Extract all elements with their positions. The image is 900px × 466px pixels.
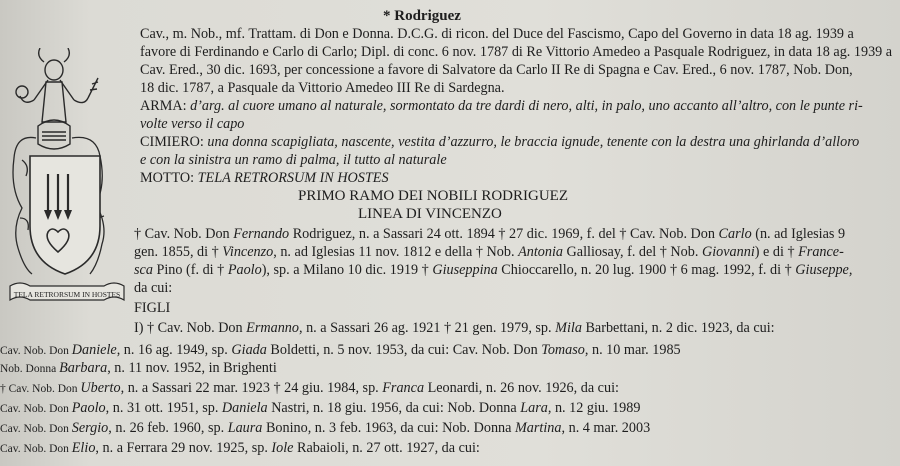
text-line-1: Cav., m. Nob., mf. Trattam. di Don e Donna. D.C.G. di ricon. del Duce del Fascismo, Capo del Governo in data 18 ag. 1939 a (140, 26, 854, 42)
arma-line: ARMA: d’arg. al cuore umano al naturale, sormontato da tre dardi di nero, alti, in palo, uno accanto all’altro, con le punte ri- (140, 98, 863, 114)
text-line-vincenzo: gen. 1855, di † Vincenzo, n. ad Iglesias 11 nov. 1812 e della † Nob. Antonia Galliosay, f. del † Nob. Giovanni) e di † France- (134, 244, 844, 260)
text-line-da-cui: da cui: (134, 280, 173, 296)
crest-motto: TELA RETRORSUM IN HOSTES (13, 290, 121, 299)
text-line-4: 18 dic. 1787, a Pasquale da Vittorio Amedeo III Re di Sardegna. (140, 80, 505, 96)
coat-of-arms-crest (8, 48, 126, 314)
text-line-daniele: Cav. Nob. Don Daniele, n. 16 ag. 1949, sp. Giada Boldetti, n. 5 nov. 1953, da cui: Cav. Nob. Don Tomaso, n. 10 mar. 1985 (0, 342, 681, 358)
cimiero-line-cont: e con la sinistra un ramo di palma, il tutto al naturale (140, 152, 447, 168)
cimiero-line: CIMIERO: una donna scapigliata, nascente, vestita d’azzurro, le braccia ignude, tenente con la destra una ghirlanda d’alloro (140, 134, 860, 150)
entry-heading: * Rodriguez (383, 8, 461, 24)
text-line-paolo: Cav. Nob. Don Paolo, n. 31 ott. 1951, sp. Daniela Nastri, n. 18 giu. 1956, da cui: Nob. Donna Lara, n. 12 giu. 1989 (0, 400, 641, 416)
line-heading: LINEA DI VINCENZO (358, 206, 502, 222)
text-line-uberto: † Cav. Nob. Don Uberto, n. a Sassari 22 mar. 1923 † 24 giu. 1984, sp. Franca Leonardi, n. 26 nov. 1926, da cui: (0, 380, 619, 396)
branch-heading: PRIMO RAMO DEI NOBILI RODRIGUEZ (298, 188, 568, 204)
figli-heading: FIGLI (134, 300, 171, 316)
text-line-fernando: † Cav. Nob. Don Fernando Rodriguez, n. a Sassari 24 ott. 1894 † 27 dic. 1969, f. del † Cav. Nob. Don Carlo (n. ad Iglesias 9 (134, 226, 846, 242)
motto-line: MOTTO: TELA RETRORSUM IN HOSTES (140, 170, 389, 186)
text-line-3: Cav. Ered., 30 dic. 1693, per concessione a favore di Salvatore da Carlo II Re di Spagna e Cav. Ered., 6 nov. 1787, Nob. Don, (140, 62, 853, 78)
text-line-2: favore di Ferdinando e Carlo di Carlo; Dipl. di conc. 6 nov. 1787 di Re Vittorio Amedeo a Pasquale Rodriguez, in data 18 ag. 1939 a (140, 44, 893, 60)
text-line-sergio: Cav. Nob. Don Sergio, n. 26 feb. 1960, sp. Laura Bonino, n. 3 feb. 1963, da cui: Nob. Donna Martina, n. 4 mar. 2003 (0, 420, 651, 436)
text-line-francesca: sca Pino (f. di † Paolo), sp. a Milano 10 dic. 1919 † Giuseppina Chioccarello, n. 20 lug. 1900 † 6 mag. 1992, f. di † Giuseppe, (134, 262, 853, 278)
arma-line-cont: volte verso il capo (140, 116, 245, 132)
text-line-elio: Cav. Nob. Don Elio, n. a Ferrara 29 nov. 1925, sp. Iole Rabaioli, n. 27 ott. 1927, da cui: (0, 440, 480, 456)
text-line-barbara: Nob. Donna Barbara, n. 11 nov. 1952, in Brighenti (0, 360, 277, 376)
text-line-ermanno: I) † Cav. Nob. Don Ermanno, n. a Sassari 26 ag. 1921 † 21 gen. 1979, sp. Mila Barbettani, n. 2 dic. 1923, da cui: (134, 320, 775, 336)
